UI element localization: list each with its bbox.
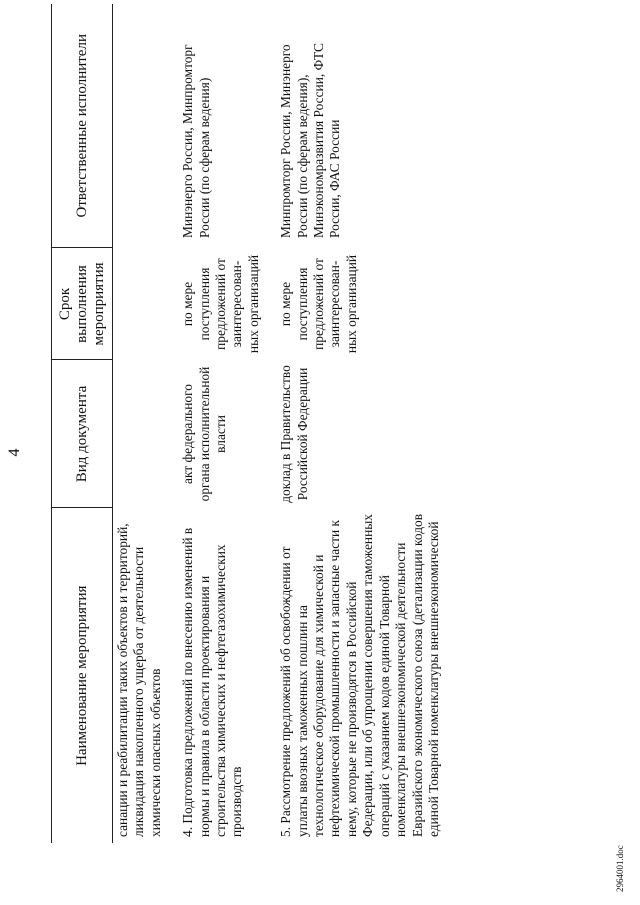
responsible-cell bbox=[113, 4, 179, 248]
deadline-cell: по мере поступления предложений от заинтересован-ных организаций bbox=[278, 254, 359, 354]
measure-name-cell: 4. Подготовка предложений по внесению изменений в нормы и правила в области проектирования и строительства химических и нефтегазохимических производств bbox=[180, 527, 245, 837]
measure-name-cell: санации и реабилитации таких объектов и территорий, ликвидация накопленного ущерба от деятельности химически опасных объектов bbox=[115, 523, 163, 837]
table-row bbox=[178, 4, 276, 843]
page-number: 4 bbox=[6, 448, 23, 457]
header-document-type: Вид документа bbox=[52, 360, 113, 508]
measures-table bbox=[51, 4, 456, 843]
measure-name-cell: 5. Рассмотрение предложений об освобождении от уплаты ввозных таможенных пошлин на технологическое оборудование для химической и нефтехимической промышленности и запасные части к нему, которые не производятся в Российской Федерации, или об упрощении совершения таможенных операций с указанием кодов единой Товарной номенклатуры внешнеэкономической деятельности Евразийского экономического союза (детализации кодов единой Товарной номенклатуры внешнеэкономической bbox=[278, 513, 441, 837]
header-measure-name: Наименование мероприятия bbox=[52, 508, 113, 843]
document-type-cell bbox=[113, 360, 179, 508]
document-type-cell: доклад в Правительство Российской Федерации bbox=[278, 365, 310, 503]
responsible-cell: Минэнерго России, Минпромторг России (по сферам ведения) bbox=[180, 44, 212, 238]
table-row bbox=[276, 4, 456, 843]
deadline-cell: по мере поступления предложений от заинтересован-ных организаций bbox=[180, 254, 261, 354]
deadline-cell bbox=[113, 248, 179, 360]
table-header-row bbox=[52, 4, 113, 843]
footer-file-code: 2964001.doc bbox=[615, 845, 625, 892]
header-responsible: Ответственные исполнители bbox=[52, 4, 113, 248]
header-deadline: Срок выполнения мероприятия bbox=[52, 248, 113, 360]
document-type-cell: акт федерального органа исполнительной власти bbox=[180, 366, 229, 502]
responsible-cell: Минпромторг России, Минэнерго России (по сферам ведения), Минэкономразвития России, ФТС России, ФАС России bbox=[278, 43, 343, 238]
table-row bbox=[113, 4, 179, 843]
